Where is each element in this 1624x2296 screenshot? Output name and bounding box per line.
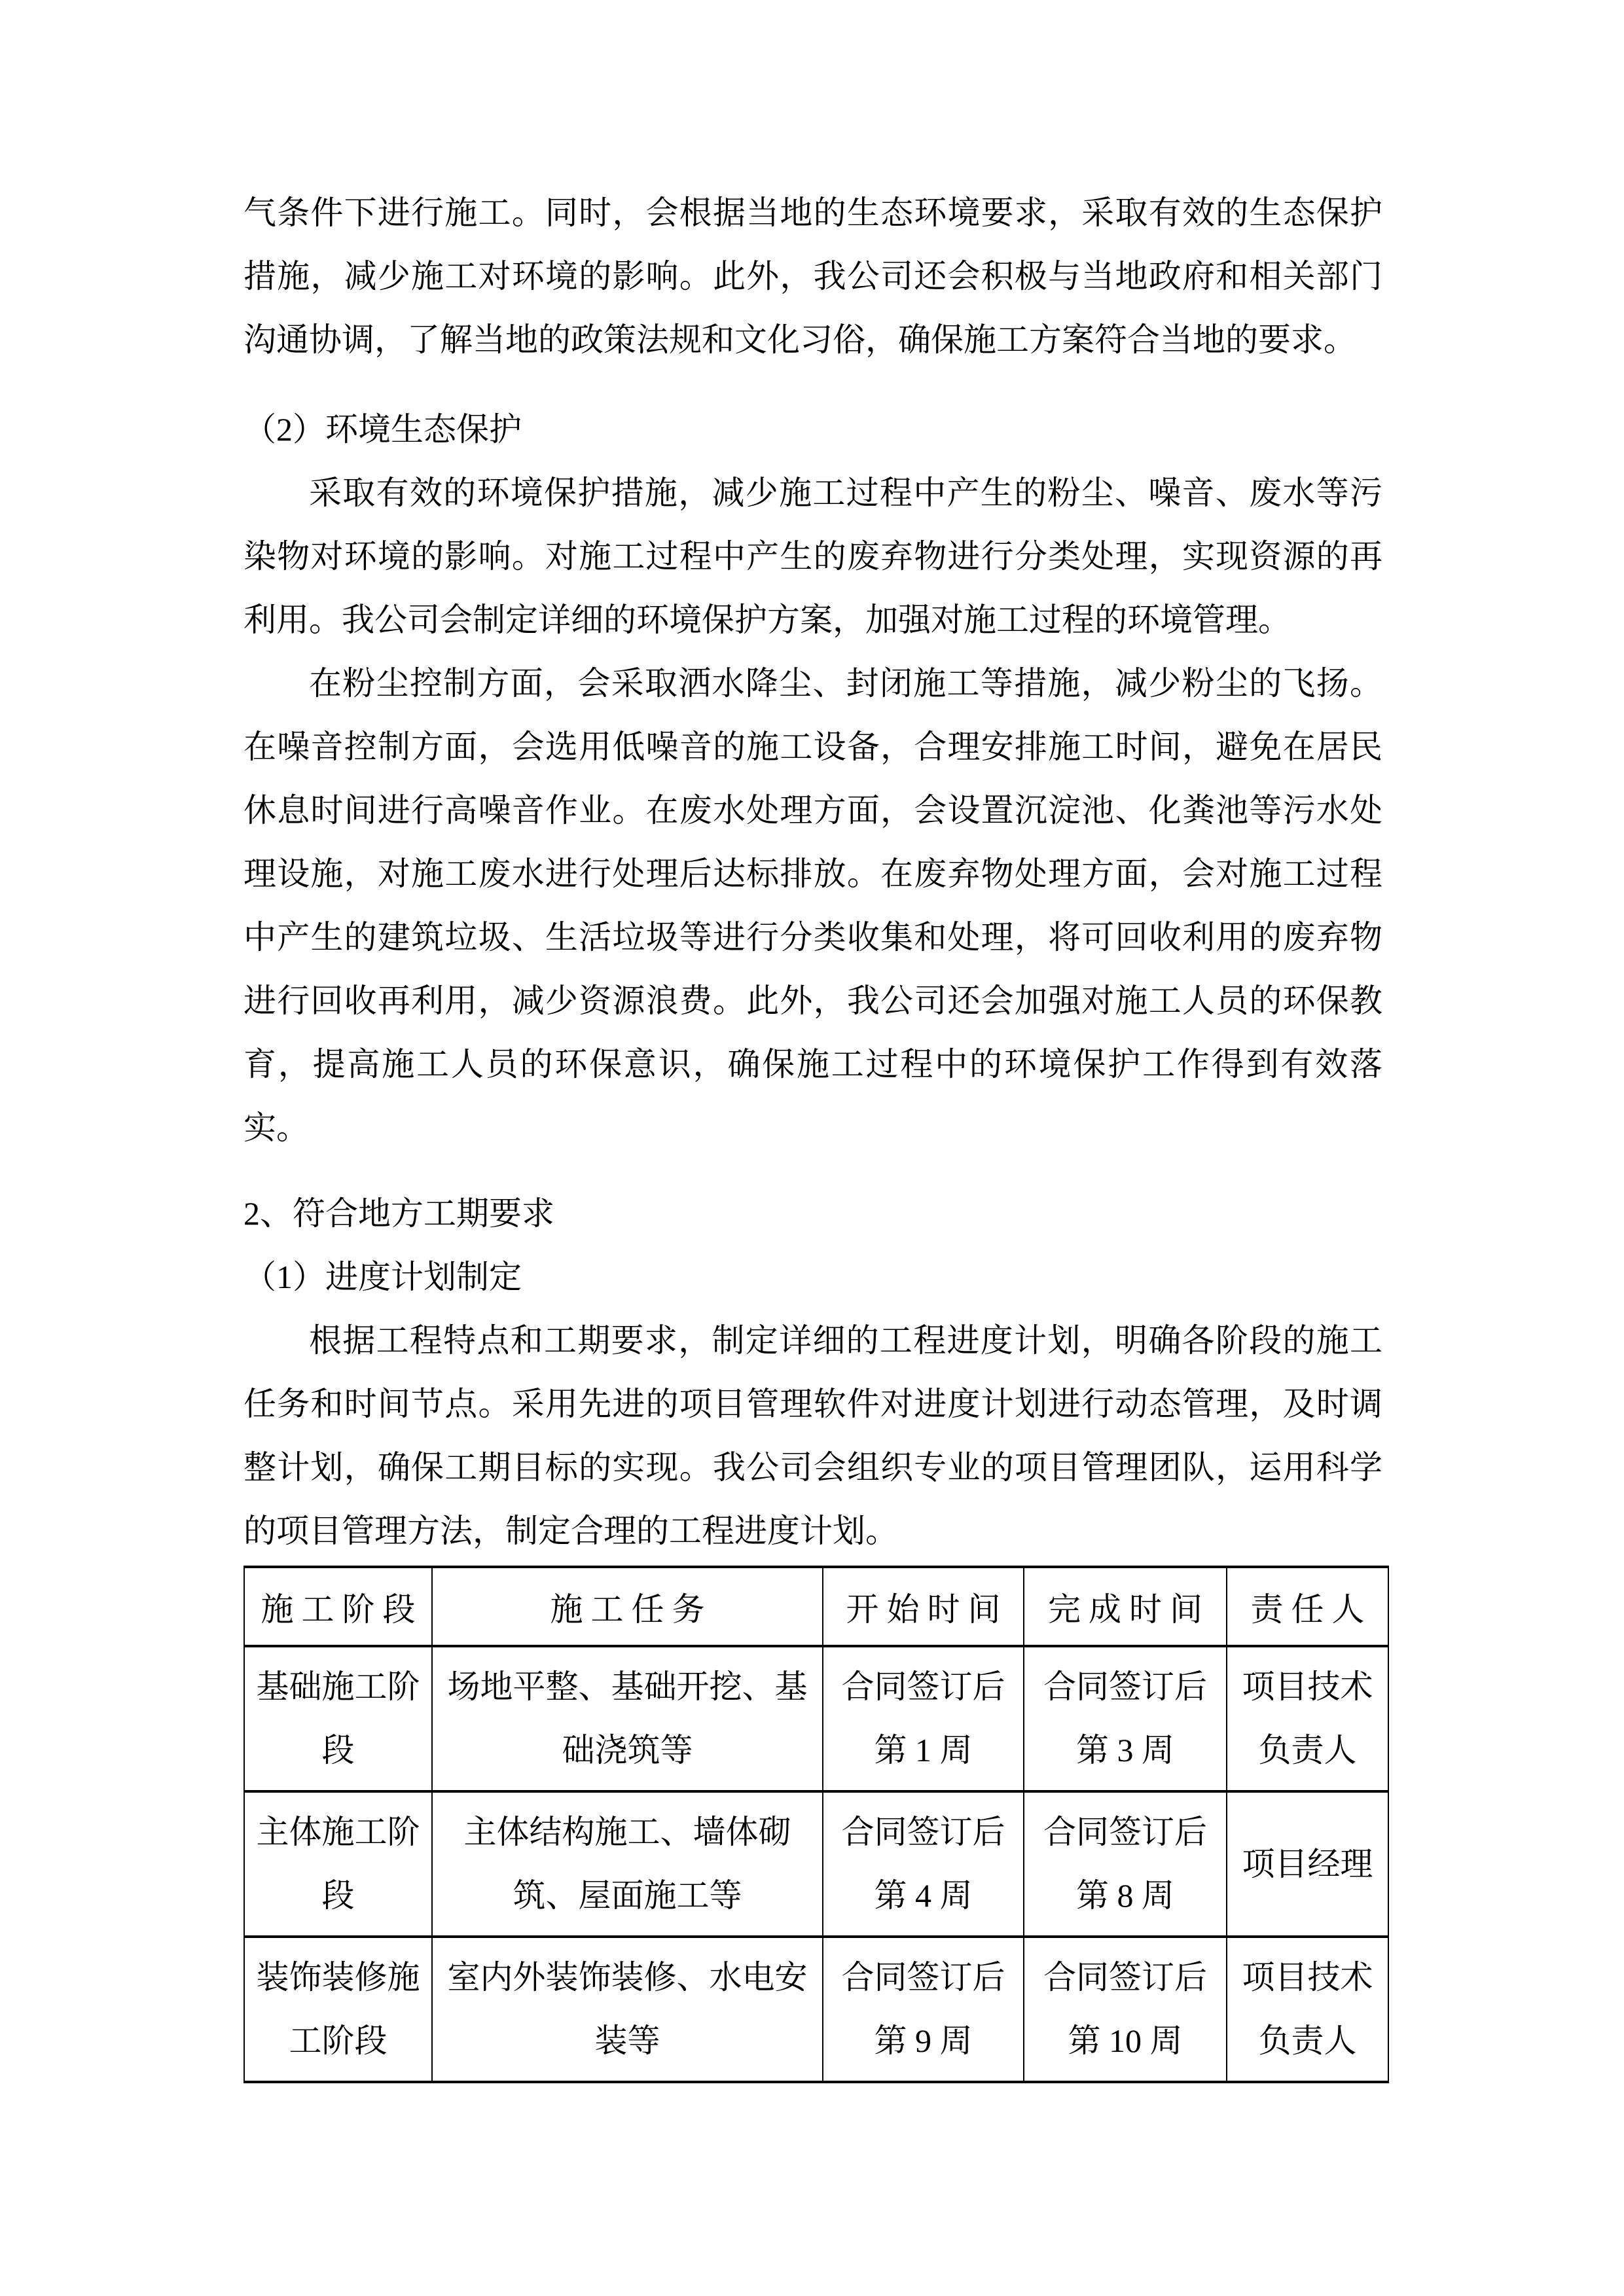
table-cell-start-time bbox=[823, 1937, 1024, 2082]
schedule-table bbox=[244, 1566, 1389, 2083]
table-row bbox=[244, 1791, 1388, 1937]
cell-line: 合同签订后 bbox=[841, 1668, 1005, 1705]
cell-line: 基础施工阶 bbox=[256, 1668, 420, 1705]
table-cell-task bbox=[432, 1791, 823, 1937]
header-cell-stage: 施工阶段 bbox=[244, 1567, 432, 1646]
header-cell-owner: 责任人 bbox=[1227, 1567, 1388, 1646]
table-cell-finish-time bbox=[1024, 1646, 1227, 1791]
cell-line: 第 4 周 bbox=[874, 1877, 973, 1914]
table-header-row bbox=[244, 1567, 1388, 1646]
cell-line: 工阶段 bbox=[289, 2022, 388, 2059]
table-cell-stage bbox=[244, 1646, 432, 1791]
cell-line: 项目技术 bbox=[1242, 1959, 1373, 1996]
table-cell-finish-time bbox=[1024, 1937, 1227, 2082]
body-paragraph: 气条件下进行施工。同时，会根据当地的生态环境要求，采取有效的生态保护措施，减少施工对环境的影响。此外，我公司还会积极与当地政府和相关部门沟通协调，了解当地的政策法规和文化习俗，确保施工方案符合当地的要求。 bbox=[244, 194, 1382, 358]
cell-line: 负责人 bbox=[1258, 1732, 1357, 1768]
table-cell-finish-time bbox=[1024, 1791, 1227, 1937]
cell-line: 合同签订后 bbox=[841, 1814, 1005, 1850]
header-cell-task: 施工任务 bbox=[432, 1567, 823, 1646]
cell-line: 段 bbox=[321, 1732, 355, 1768]
section-heading: （1）进度计划制定 bbox=[244, 1259, 522, 1295]
table-cell-owner bbox=[1227, 1937, 1388, 2082]
section-heading: 2、符合地方工期要求 bbox=[244, 1195, 554, 1232]
cell-line: 项目经理 bbox=[1242, 1845, 1373, 1882]
header-cell-start-time: 开始时间 bbox=[823, 1567, 1024, 1646]
cell-line: 场地平整、基础开挖、基 bbox=[447, 1668, 808, 1705]
table-cell-owner bbox=[1227, 1791, 1388, 1937]
cell-line: 主体结构施工、墙体砌 bbox=[463, 1814, 791, 1850]
table-cell-start-time bbox=[823, 1646, 1024, 1791]
cell-line: 第 10 周 bbox=[1068, 2022, 1183, 2059]
table-row bbox=[244, 1646, 1388, 1791]
table-cell-task bbox=[432, 1646, 823, 1791]
cell-line: 第 1 周 bbox=[874, 1732, 973, 1768]
cell-line: 第 9 周 bbox=[874, 2022, 973, 2059]
cell-line: 第 3 周 bbox=[1076, 1732, 1174, 1768]
cell-line: 筑、屋面施工等 bbox=[513, 1877, 742, 1914]
cell-line: 合同签订后 bbox=[1043, 1814, 1207, 1850]
body-paragraph: 根据工程特点和工期要求，制定详细的工程进度计划，明确各阶段的施工任务和时间节点。采用先进的项目管理软件对进度计划进行动态管理，及时调整计划，确保工期目标的实现。我公司会组织专业的项目管理团队，运用科学的项目管理方法，制定合理的工程进度计划。 bbox=[244, 1322, 1382, 1549]
cell-line: 装饰装修施 bbox=[256, 1959, 420, 1996]
cell-line: 段 bbox=[321, 1877, 355, 1914]
cell-line: 础浇筑等 bbox=[562, 1732, 693, 1768]
cell-line: 主体施工阶 bbox=[256, 1814, 420, 1850]
cell-line: 第 8 周 bbox=[1076, 1877, 1174, 1914]
table-row bbox=[244, 1937, 1388, 2082]
cell-line: 合同签订后 bbox=[1043, 1668, 1207, 1705]
cell-line: 项目技术 bbox=[1242, 1668, 1373, 1705]
table-cell-task bbox=[432, 1937, 823, 2082]
cell-line: 负责人 bbox=[1258, 2022, 1357, 2059]
body-paragraph: 在粉尘控制方面，会采取洒水降尘、封闭施工等措施，减少粉尘的飞扬。在噪音控制方面，会选用低噪音的施工设备，合理安排施工时间，避免在居民休息时间进行高噪音作业。在废水处理方面，会设置沉淀池、化粪池等污水处理设施，对施工废水进行处理后达标排放。在废弃物处理方面，会对施工过程中产生的建筑垃圾、生活垃圾等进行分类收集和处理，将可回收利用的废弃物进行回收再利用，减少资源浪费。此外，我公司还会加强对施工人员的环保教育，提高施工人员的环保意识，确保施工过程中的环境保护工作得到有效落实。 bbox=[244, 665, 1382, 1146]
table-cell-start-time bbox=[823, 1791, 1024, 1937]
body-paragraph: 采取有效的环境保护措施，减少施工过程中产生的粉尘、噪音、废水等污染物对环境的影响。对施工过程中产生的废弃物进行分类处理，实现资源的再利用。我公司会制定详细的环境保护方案，加强对施工过程的环境管理。 bbox=[244, 475, 1382, 638]
header-cell-finish-time: 完成时间 bbox=[1024, 1567, 1227, 1646]
cell-line: 室内外装饰装修、水电安 bbox=[447, 1959, 808, 1996]
table-cell-stage bbox=[244, 1791, 432, 1937]
table-cell-stage bbox=[244, 1937, 432, 2082]
section-heading: （2）环境生态保护 bbox=[244, 411, 522, 448]
table-cell-owner bbox=[1227, 1646, 1388, 1791]
content-area bbox=[244, 181, 1382, 2083]
cell-line: 合同签订后 bbox=[841, 1959, 1005, 1996]
cell-line: 装等 bbox=[594, 2022, 660, 2059]
cell-line: 合同签订后 bbox=[1043, 1959, 1207, 1996]
